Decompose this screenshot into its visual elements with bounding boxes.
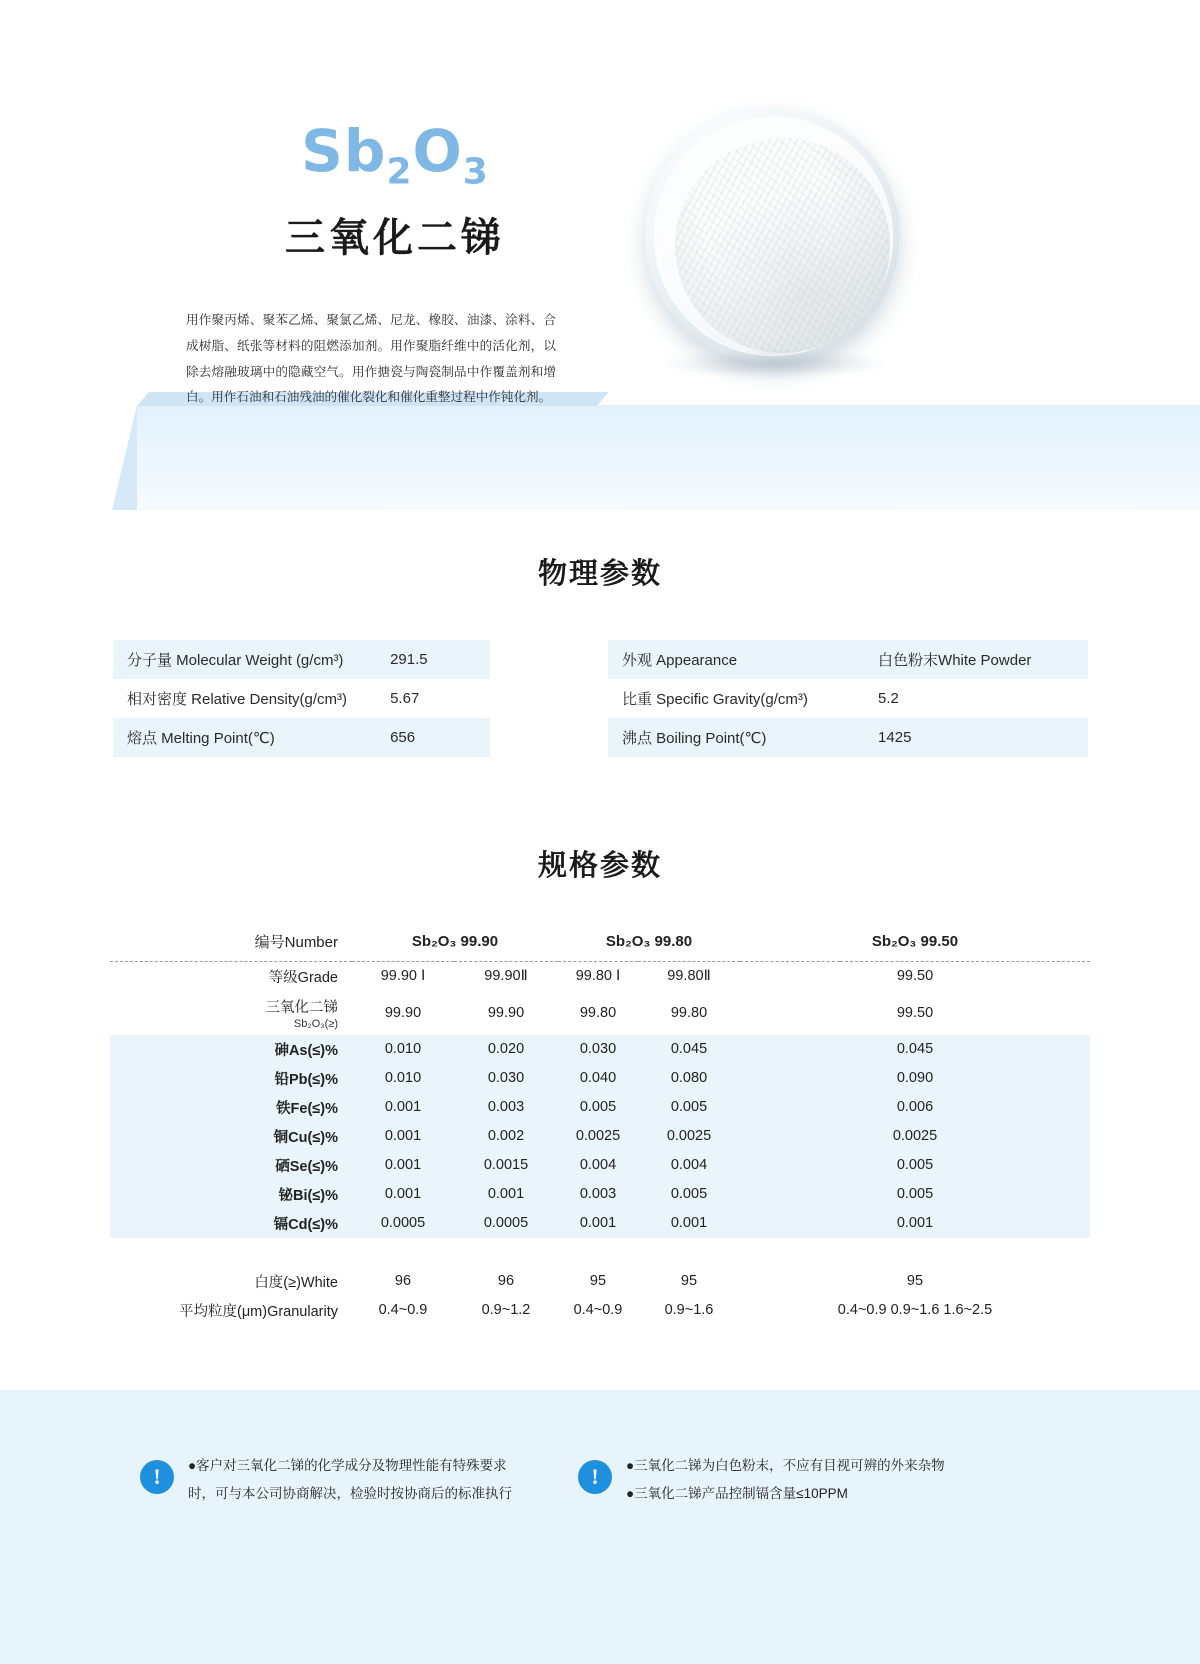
footer-note-right-text <box>626 1452 945 1507</box>
spec-cell: 0.005 <box>740 1180 1090 1209</box>
spec-cell: 99.90 Ⅰ <box>380 968 426 985</box>
footer-note-line: ●客户对三氧化二锑的化学成分及物理性能有特殊要求 <box>188 1458 507 1473</box>
spec-cell: 0.0005 <box>352 1209 454 1238</box>
param-value: 白色粉末White Powder <box>864 640 1088 679</box>
footer-note-line: 时，可与本公司协商解决，检验时按协商后的标准执行 <box>188 1485 512 1501</box>
spec-cell: 0.030 <box>454 1064 558 1093</box>
spec-row-label: 铋Bi(≤)% <box>110 1180 352 1209</box>
param-key: 相对密度 Relative Density(g/cm³) <box>113 679 376 718</box>
spec-row-label: 平均粒度(μm)Granularity <box>178 1303 338 1320</box>
spec-cell: 0.005 <box>558 1093 638 1122</box>
formula-sb: Sb <box>301 117 387 185</box>
spec-group-9980: Sb₂O₃ 99.80 <box>605 933 693 950</box>
footer-note-right <box>578 1452 945 1507</box>
spec-row-label: 砷As(≤)% <box>110 1035 352 1064</box>
param-key: 熔点 Melting Point(℃) <box>113 718 376 757</box>
table-row <box>608 718 1088 757</box>
spec-cell: 0.0015 <box>454 1151 558 1180</box>
spec-cell: 0.001 <box>352 1151 454 1180</box>
product-description: 用作聚丙烯、聚苯乙烯、聚氯乙烯、尼龙、橡胶、油漆、涂料、合成树脂、纸张等材料的阻燃添加剂。用作聚脂纤维中的活化剂，以除去熔融玻璃中的隐藏空气。用作搪瓷与陶瓷制品中作覆盖剂和增白。用作石油和石油残油的催化裂化和催化重整过程中作钝化剂。 <box>186 313 556 405</box>
spec-cell: 95 <box>680 1273 698 1289</box>
spec-row-label: 铜Cu(≤)% <box>110 1122 352 1151</box>
spec-table <box>110 930 1090 1325</box>
spec-header-number: 编号Number <box>254 934 338 951</box>
physical-params-heading: 物理参数 <box>537 558 662 590</box>
spec-cell: 0.003 <box>558 1180 638 1209</box>
param-key: 分子量 Molecular Weight (g/cm³) <box>113 640 376 679</box>
spec-header-row <box>110 930 1090 961</box>
spec-cell: 0.0025 <box>638 1122 740 1151</box>
spec-cell: 0.045 <box>740 1035 1090 1064</box>
spec-cell: 0.004 <box>558 1151 638 1180</box>
physical-table-right <box>608 640 1088 757</box>
spec-cell: 99.90 <box>384 1004 422 1021</box>
spec-row-label: 硒Se(≤)% <box>110 1151 352 1180</box>
formula-sub-3: 3 <box>462 151 489 193</box>
spec-cell: 99.80Ⅱ <box>667 968 711 985</box>
spec-cell: 0.4~0.9 <box>378 1302 428 1318</box>
exclamation-icon: ! <box>578 1460 612 1494</box>
spacer-row <box>110 1238 1090 1267</box>
param-value: 5.2 <box>864 679 1088 718</box>
spec-cell: 0.4~0.9 0.9~1.6 1.6~2.5 <box>837 1302 993 1318</box>
spec-cell: 0.001 <box>352 1122 454 1151</box>
param-value: 656 <box>376 718 490 757</box>
spec-row-label: 等级Grade <box>268 969 338 986</box>
hero-band <box>137 405 1200 510</box>
spec-group-9950: Sb₂O₃ 99.50 <box>871 933 959 950</box>
spec-cell: 0.003 <box>454 1093 558 1122</box>
hero-section <box>0 0 1200 510</box>
spec-cell: 99.50 <box>896 1004 934 1021</box>
param-key: 沸点 Boiling Point(℃) <box>608 718 864 757</box>
spec-cell: 95 <box>589 1273 607 1289</box>
product-photo <box>645 108 905 380</box>
spec-cell: 0.001 <box>638 1209 740 1238</box>
formula-sub-2: 2 <box>386 151 413 193</box>
table-row <box>110 1180 1090 1209</box>
spec-row-label: 白度(≥)White <box>254 1274 338 1291</box>
physical-table-left <box>113 640 490 757</box>
exclamation-icon: ! <box>140 1460 174 1494</box>
spec-cell: 99.90Ⅱ <box>484 968 528 985</box>
footer-note-left <box>140 1452 512 1507</box>
spec-cell: 0.005 <box>638 1093 740 1122</box>
spec-cell: 99.80 <box>579 1004 617 1021</box>
spec-cell: 0.004 <box>638 1151 740 1180</box>
spec-cell: 99.80 Ⅰ <box>575 968 621 985</box>
spec-cell: 0.001 <box>740 1209 1090 1238</box>
spec-cell: 0.005 <box>638 1180 740 1209</box>
param-key: 比重 Specific Gravity(g/cm³) <box>608 679 864 718</box>
spec-cell: 0.0025 <box>740 1122 1090 1151</box>
spec-cell: 0.005 <box>740 1151 1090 1180</box>
spec-params-heading: 规格参数 <box>537 850 662 882</box>
spec-row-label-sub: Sb₂O₃(≥) <box>293 1017 338 1030</box>
table-row <box>110 1209 1090 1238</box>
spec-cell: 99.80 <box>670 1004 708 1021</box>
table-row <box>608 640 1088 679</box>
spec-cell: 96 <box>497 1273 515 1289</box>
table-row <box>110 1035 1090 1064</box>
spec-cell: 0.001 <box>558 1209 638 1238</box>
spec-row-label: 铁Fe(≤)% <box>110 1093 352 1122</box>
table-row <box>113 679 490 718</box>
spec-cell: 0.001 <box>352 1180 454 1209</box>
spec-cell: 0.020 <box>454 1035 558 1064</box>
spec-row-label: 镉Cd(≤)% <box>110 1209 352 1238</box>
footer-notes-band <box>0 1390 1200 1664</box>
spec-cell: 95 <box>906 1273 924 1289</box>
spec-cell: 0.9~1.2 <box>481 1302 531 1318</box>
spec-cell: 0.010 <box>352 1035 454 1064</box>
table-row <box>110 991 1090 1035</box>
param-value: 291.5 <box>376 640 490 679</box>
spec-cell: 99.50 <box>896 968 934 985</box>
spec-cell: 0.9~1.6 <box>664 1302 714 1318</box>
spec-cell: 0.0005 <box>454 1209 558 1238</box>
formula-o: O <box>412 117 463 185</box>
petri-dish-outer <box>645 108 900 363</box>
spec-cell: 0.4~0.9 <box>573 1302 623 1318</box>
param-value: 5.67 <box>376 679 490 718</box>
product-title-cn: 三氧化二锑 <box>285 216 505 261</box>
table-row <box>110 962 1090 991</box>
table-row <box>110 1267 1090 1296</box>
spec-cell: 99.90 <box>487 1004 525 1021</box>
spec-cell: 0.090 <box>740 1064 1090 1093</box>
footer-note-line: ●三氧化二锑产品控制镉含量≤10PPM <box>626 1485 848 1501</box>
white-powder <box>675 138 890 353</box>
spec-cell: 0.0025 <box>558 1122 638 1151</box>
table-row <box>113 718 490 757</box>
table-row <box>110 1064 1090 1093</box>
spec-row-label-text: 三氧化二锑 <box>265 999 338 1016</box>
hero-band-fold <box>112 405 137 510</box>
spec-cell: 0.030 <box>558 1035 638 1064</box>
petri-dish-rim <box>654 117 893 356</box>
spec-row-label <box>110 991 352 1035</box>
spec-table-wrapper <box>110 930 1090 1325</box>
footer-notes <box>140 1452 1070 1507</box>
spec-row-label: 铅Pb(≤)% <box>110 1064 352 1093</box>
param-value: 1425 <box>864 718 1088 757</box>
footer-note-line: ●三氧化二锑为白色粉末，不应有目视可辨的外来杂物 <box>626 1458 945 1473</box>
title-block <box>185 117 605 263</box>
spec-cell: 0.045 <box>638 1035 740 1064</box>
table-row <box>608 679 1088 718</box>
table-row <box>113 640 490 679</box>
photo-shadow <box>663 351 888 377</box>
table-row <box>110 1151 1090 1180</box>
table-row <box>110 1296 1090 1325</box>
physical-params-tables <box>113 640 1088 757</box>
spec-cell: 0.040 <box>558 1064 638 1093</box>
spec-cell: 0.002 <box>454 1122 558 1151</box>
table-row <box>110 1093 1090 1122</box>
spec-cell: 0.001 <box>454 1180 558 1209</box>
spec-cell: 0.010 <box>352 1064 454 1093</box>
table-row <box>110 1122 1090 1151</box>
spec-group-9990: Sb₂O₃ 99.90 <box>411 933 499 950</box>
spec-cell: 96 <box>394 1273 412 1289</box>
footer-note-left-text <box>188 1452 512 1507</box>
param-key: 外观 Appearance <box>608 640 864 679</box>
spec-cell: 0.001 <box>352 1093 454 1122</box>
spec-cell: 0.006 <box>740 1093 1090 1122</box>
product-formula <box>185 117 605 193</box>
spec-cell: 0.080 <box>638 1064 740 1093</box>
